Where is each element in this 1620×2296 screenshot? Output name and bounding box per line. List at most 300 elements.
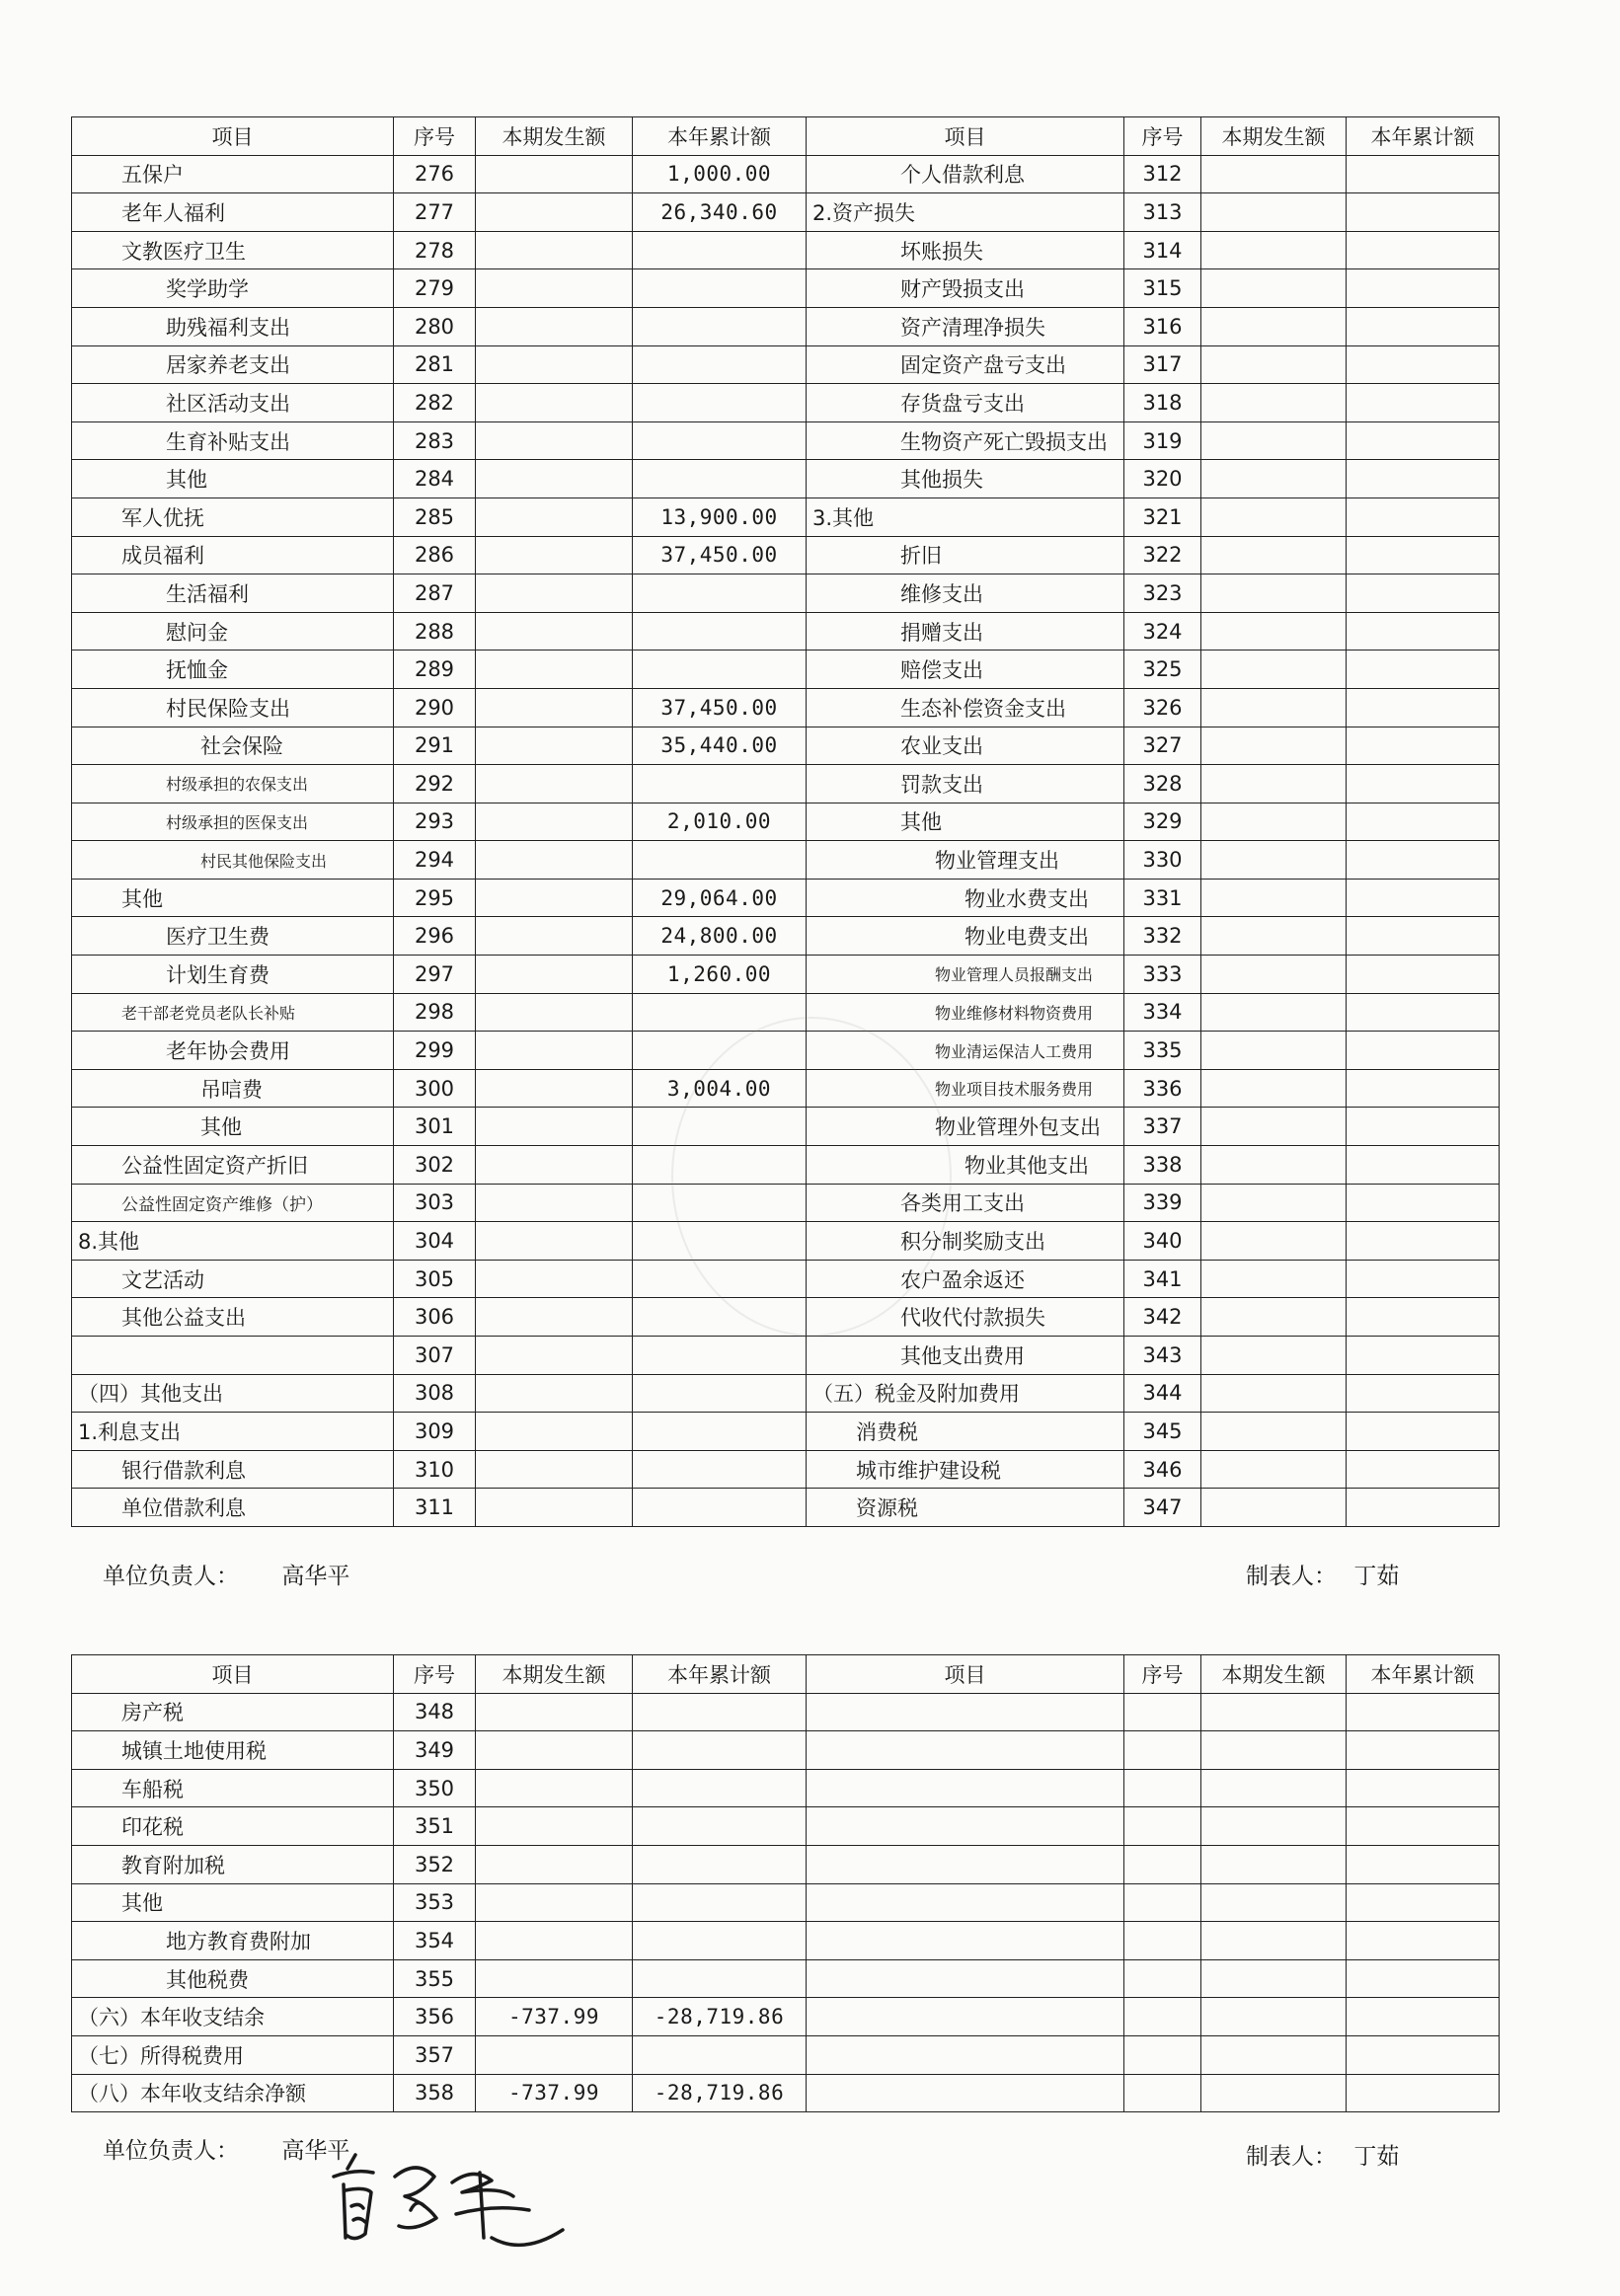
empty-cell xyxy=(1347,1769,1500,1807)
row-current-amount xyxy=(476,536,633,574)
row-item-label xyxy=(807,765,1124,804)
table-row xyxy=(72,1998,1500,2036)
row-ytd-amount-text: 1,000.00 xyxy=(666,162,772,187)
row-item-label-text: 银行借款利息 xyxy=(121,1458,246,1483)
row-number-text: 291 xyxy=(414,733,455,758)
table-row xyxy=(72,1693,1500,1731)
row-ytd-amount xyxy=(1347,1450,1500,1489)
row-item-label xyxy=(72,1807,394,1846)
row-item-label-text: 村级承担的医保支出 xyxy=(166,812,309,832)
row-ytd-amount xyxy=(633,1693,807,1731)
row-ytd-amount xyxy=(633,1413,807,1451)
row-current-amount xyxy=(1201,155,1347,193)
row-ytd-amount xyxy=(633,1489,807,1527)
row-ytd-amount xyxy=(633,1731,807,1770)
row-number xyxy=(1124,1374,1201,1413)
row-ytd-amount xyxy=(633,1222,807,1261)
row-number xyxy=(1124,1413,1201,1451)
preparer-name: 丁茹 xyxy=(1353,2144,1400,2170)
row-item-label-text: 资产清理净损失 xyxy=(900,315,1045,340)
empty-cell xyxy=(1201,2074,1347,2112)
row-item-label xyxy=(72,345,394,384)
row-item-label xyxy=(807,1298,1124,1337)
row-number xyxy=(394,231,476,269)
row-item-label-text: 3.其他 xyxy=(812,505,875,530)
row-number xyxy=(1124,536,1201,574)
row-number xyxy=(394,1883,476,1922)
table-row xyxy=(72,231,1500,269)
col-header-item: 项目 xyxy=(72,117,394,156)
row-number-text: 341 xyxy=(1142,1266,1183,1291)
row-ytd-amount xyxy=(633,917,807,956)
row-number xyxy=(1124,917,1201,956)
row-ytd-amount xyxy=(1347,1108,1500,1146)
row-number xyxy=(1124,345,1201,384)
row-item-label xyxy=(72,1731,394,1770)
empty-cell xyxy=(807,1769,1124,1807)
row-ytd-amount-text: 24,800.00 xyxy=(660,924,778,949)
row-current-amount xyxy=(476,345,633,384)
row-ytd-amount xyxy=(633,1845,807,1883)
row-ytd-amount xyxy=(1347,765,1500,804)
row-number-text: 316 xyxy=(1142,314,1183,339)
row-number xyxy=(394,1769,476,1807)
row-item-label-text: 其他 xyxy=(121,886,163,911)
row-number xyxy=(394,384,476,422)
row-ytd-amount xyxy=(1347,1374,1500,1413)
empty-cell xyxy=(1347,1959,1500,1998)
row-ytd-amount xyxy=(633,1184,807,1222)
row-ytd-amount xyxy=(1347,193,1500,232)
row-current-amount xyxy=(476,1883,633,1922)
row-ytd-amount xyxy=(1347,307,1500,345)
col-header-no: 序号 xyxy=(394,117,476,156)
row-current-amount xyxy=(1201,269,1347,308)
row-number xyxy=(1124,1260,1201,1298)
table-row xyxy=(72,1731,1500,1770)
empty-cell xyxy=(1347,2035,1500,2074)
row-ytd-amount xyxy=(1347,1489,1500,1527)
table-row xyxy=(72,1069,1500,1108)
row-current-amount xyxy=(476,1450,633,1489)
row-item-label-text: （四）其他支出 xyxy=(78,1382,223,1407)
row-number-text: 302 xyxy=(414,1152,455,1177)
row-item-label xyxy=(72,1260,394,1298)
row-current-amount xyxy=(1201,879,1347,917)
row-current-amount xyxy=(476,1146,633,1185)
empty-cell xyxy=(1124,1845,1201,1883)
empty-cell xyxy=(1124,2074,1201,2112)
row-item-label xyxy=(72,612,394,651)
row-ytd-amount xyxy=(633,688,807,727)
row-number-text: 350 xyxy=(414,1776,455,1800)
empty-cell xyxy=(807,1807,1124,1846)
table-row xyxy=(72,460,1500,498)
row-ytd-amount xyxy=(633,307,807,345)
row-number xyxy=(1124,956,1201,994)
row-current-amount xyxy=(476,1184,633,1222)
row-ytd-amount-text: 13,900.00 xyxy=(660,504,778,529)
empty-cell xyxy=(807,1731,1124,1770)
row-item-label-text: 捐赠支出 xyxy=(900,620,983,645)
row-ytd-amount xyxy=(633,345,807,384)
row-number-text: 297 xyxy=(414,961,455,986)
row-current-amount xyxy=(476,688,633,727)
row-ytd-amount xyxy=(633,1298,807,1337)
table-header-row xyxy=(72,117,1500,156)
row-number-text: 358 xyxy=(414,2081,455,2105)
row-item-label xyxy=(72,231,394,269)
row-number xyxy=(394,612,476,651)
col-header-no: 序号 xyxy=(394,1655,476,1694)
row-number-text: 298 xyxy=(414,1000,455,1025)
row-number-text: 357 xyxy=(414,2042,455,2067)
row-number-text: 312 xyxy=(1142,162,1183,187)
unit-head-name: 高华平 xyxy=(281,2138,350,2164)
row-number-text: 335 xyxy=(1142,1038,1183,1063)
row-number-text: 328 xyxy=(1142,771,1183,796)
row-current-amount xyxy=(1201,1260,1347,1298)
preparer-label: 制表人： xyxy=(1246,2144,1337,2170)
row-item-label xyxy=(807,1450,1124,1489)
empty-cell xyxy=(1347,1922,1500,1960)
row-item-label xyxy=(72,1769,394,1807)
row-item-label xyxy=(72,307,394,345)
row-item-label xyxy=(807,536,1124,574)
row-ytd-amount xyxy=(1347,269,1500,308)
row-item-label-text: 城市维护建设税 xyxy=(856,1458,1001,1483)
row-number xyxy=(394,1998,476,2036)
row-number-text: 313 xyxy=(1142,199,1183,224)
row-ytd-amount xyxy=(1347,841,1500,880)
table-row xyxy=(72,803,1500,841)
row-item-label xyxy=(72,1922,394,1960)
row-item-label xyxy=(807,651,1124,689)
row-item-label xyxy=(72,1845,394,1883)
row-number xyxy=(394,574,476,613)
empty-cell xyxy=(1124,1693,1201,1731)
row-number xyxy=(394,1922,476,1960)
row-item-label xyxy=(72,1032,394,1070)
row-number-text: 319 xyxy=(1142,428,1183,453)
row-number-text: 290 xyxy=(414,695,455,720)
empty-cell xyxy=(1124,1731,1201,1770)
row-number-text: 284 xyxy=(414,467,455,492)
row-number-text: 324 xyxy=(1142,619,1183,644)
table-row xyxy=(72,956,1500,994)
row-number xyxy=(394,460,476,498)
row-item-label-text: 折旧 xyxy=(900,544,942,569)
row-ytd-amount xyxy=(1347,879,1500,917)
row-ytd-amount xyxy=(1347,612,1500,651)
row-item-label xyxy=(72,1374,394,1413)
row-item-label xyxy=(807,1337,1124,1375)
row-current-amount xyxy=(476,841,633,880)
row-current-amount xyxy=(476,307,633,345)
table-row xyxy=(72,1883,1500,1922)
col-header-ytd: 本年累计额 xyxy=(1347,117,1500,156)
row-ytd-amount xyxy=(1347,384,1500,422)
row-current-amount-text: -737.99 xyxy=(507,2005,599,2029)
row-number xyxy=(1124,727,1201,765)
row-number xyxy=(1124,1298,1201,1337)
row-ytd-amount xyxy=(1347,1260,1500,1298)
row-item-label xyxy=(72,1337,394,1375)
row-number-text: 294 xyxy=(414,848,455,873)
row-current-amount xyxy=(476,384,633,422)
row-number xyxy=(394,421,476,460)
row-item-label xyxy=(807,155,1124,193)
row-current-amount xyxy=(1201,612,1347,651)
row-item-label-text: 村民保险支出 xyxy=(166,696,290,721)
row-current-amount xyxy=(476,2074,633,2112)
row-ytd-amount-text: 26,340.60 xyxy=(660,199,778,224)
row-ytd-amount xyxy=(1347,727,1500,765)
row-item-label-text: 村民其他保险支出 xyxy=(200,851,328,871)
table-row xyxy=(72,384,1500,422)
row-item-label-text: 维修支出 xyxy=(900,581,983,606)
row-ytd-amount-text: 1,260.00 xyxy=(666,961,772,986)
col-header-current: 本期发生额 xyxy=(476,1655,633,1694)
row-current-amount xyxy=(476,231,633,269)
row-item-label-text: 老年协会费用 xyxy=(166,1039,290,1064)
preparer-2 xyxy=(1246,2138,1399,2171)
row-item-label-text: 物业清运保洁人工费用 xyxy=(935,1041,1094,1061)
row-item-label-text: （八）本年收支结余净额 xyxy=(78,2082,306,2106)
col-header-ytd: 本年累计额 xyxy=(1347,1655,1500,1694)
table-row xyxy=(72,1108,1500,1146)
row-ytd-amount xyxy=(633,1032,807,1070)
row-current-amount xyxy=(1201,1108,1347,1146)
row-item-label-text: 1.利息支出 xyxy=(78,1419,182,1444)
row-current-amount xyxy=(476,1489,633,1527)
row-item-label xyxy=(72,1069,394,1108)
row-number xyxy=(1124,307,1201,345)
row-item-label-text: 文艺活动 xyxy=(121,1267,204,1292)
row-number xyxy=(1124,1184,1201,1222)
row-current-amount xyxy=(476,269,633,308)
row-number-text: 309 xyxy=(414,1418,455,1443)
row-item-label-text: 物业管理人员报酬支出 xyxy=(935,965,1094,985)
row-number xyxy=(394,1489,476,1527)
row-number-text: 288 xyxy=(414,619,455,644)
row-current-amount xyxy=(1201,384,1347,422)
row-item-label-text: 助残福利支出 xyxy=(166,315,290,340)
row-number xyxy=(394,536,476,574)
row-item-label xyxy=(72,193,394,232)
row-item-label xyxy=(72,536,394,574)
row-item-label xyxy=(807,1222,1124,1261)
row-item-label-text: 车船税 xyxy=(121,1777,184,1801)
row-item-label-text: 生物资产死亡毁损支出 xyxy=(900,429,1108,454)
row-current-amount xyxy=(476,1222,633,1261)
empty-cell xyxy=(1201,1769,1347,1807)
col-header-item: 项目 xyxy=(807,1655,1124,1694)
row-item-label-text: 物业管理支出 xyxy=(935,849,1059,874)
row-number-text: 325 xyxy=(1142,657,1183,682)
col-header-no: 序号 xyxy=(1124,1655,1201,1694)
row-number xyxy=(394,1337,476,1375)
row-item-label xyxy=(72,460,394,498)
preparer-label: 制表人： xyxy=(1246,1564,1337,1589)
row-ytd-amount xyxy=(1347,917,1500,956)
table-header-row xyxy=(72,1655,1500,1694)
row-item-label xyxy=(807,917,1124,956)
row-number-text: 310 xyxy=(414,1457,455,1482)
row-item-label-text: 公益性固定资产折旧 xyxy=(121,1153,308,1178)
row-item-label xyxy=(807,993,1124,1032)
table-row xyxy=(72,2035,1500,2074)
row-number xyxy=(1124,497,1201,536)
row-item-label xyxy=(72,155,394,193)
row-item-label xyxy=(807,1489,1124,1527)
row-item-label xyxy=(72,384,394,422)
table-row xyxy=(72,1146,1500,1185)
table-row xyxy=(72,1260,1500,1298)
row-number xyxy=(1124,993,1201,1032)
row-ytd-amount xyxy=(633,2035,807,2074)
row-current-amount xyxy=(1201,917,1347,956)
row-number-text: 299 xyxy=(414,1038,455,1063)
row-current-amount xyxy=(476,765,633,804)
table-row xyxy=(72,574,1500,613)
row-number xyxy=(1124,421,1201,460)
row-ytd-amount xyxy=(633,1374,807,1413)
row-number-text: 280 xyxy=(414,314,455,339)
row-item-label-text: 物业水费支出 xyxy=(964,886,1089,911)
row-number-text: 276 xyxy=(414,162,455,187)
row-item-label xyxy=(72,1184,394,1222)
row-number xyxy=(1124,1222,1201,1261)
row-current-amount xyxy=(476,193,633,232)
row-number xyxy=(1124,765,1201,804)
row-number-text: 332 xyxy=(1142,924,1183,949)
row-ytd-amount xyxy=(1347,460,1500,498)
row-item-label xyxy=(72,1489,394,1527)
row-item-label xyxy=(72,1298,394,1337)
table-row xyxy=(72,1032,1500,1070)
row-ytd-amount xyxy=(633,841,807,880)
handwritten-signature xyxy=(326,2147,582,2265)
row-number xyxy=(394,765,476,804)
table-row xyxy=(72,688,1500,727)
row-current-amount xyxy=(1201,193,1347,232)
row-item-label-text: 物业其他支出 xyxy=(964,1153,1089,1178)
row-number xyxy=(394,727,476,765)
row-item-label xyxy=(72,1108,394,1146)
row-item-label xyxy=(72,803,394,841)
row-item-label xyxy=(72,1146,394,1185)
row-current-amount xyxy=(476,1998,633,2036)
row-item-label xyxy=(72,1883,394,1922)
empty-cell xyxy=(1201,1883,1347,1922)
row-item-label-text: 坏账损失 xyxy=(900,239,983,264)
row-item-label xyxy=(72,269,394,308)
row-number-text: 281 xyxy=(414,352,455,377)
row-item-label xyxy=(807,1108,1124,1146)
row-number-text: 355 xyxy=(414,1966,455,1991)
empty-cell xyxy=(1201,1807,1347,1846)
row-number-text: 296 xyxy=(414,924,455,949)
row-number-text: 317 xyxy=(1142,352,1183,377)
row-current-amount xyxy=(476,1069,633,1108)
row-ytd-amount-text: 35,440.00 xyxy=(660,733,778,758)
row-item-label-text: 居家养老支出 xyxy=(166,353,290,378)
empty-cell xyxy=(807,2074,1124,2112)
row-number-text: 323 xyxy=(1142,580,1183,605)
row-current-amount xyxy=(1201,1069,1347,1108)
row-number xyxy=(394,155,476,193)
row-ytd-amount xyxy=(1347,1069,1500,1108)
row-number xyxy=(1124,651,1201,689)
table-row xyxy=(72,345,1500,384)
row-number-text: 331 xyxy=(1142,885,1183,910)
row-number-text: 286 xyxy=(414,543,455,568)
row-number xyxy=(394,1146,476,1185)
row-current-amount xyxy=(1201,803,1347,841)
row-ytd-amount xyxy=(633,536,807,574)
row-number-text: 329 xyxy=(1142,809,1183,834)
unit-head-1 xyxy=(103,1558,349,1590)
row-number xyxy=(1124,574,1201,613)
row-number-text: 344 xyxy=(1142,1381,1183,1406)
empty-cell xyxy=(807,1998,1124,2036)
row-number xyxy=(394,688,476,727)
row-current-amount xyxy=(1201,1450,1347,1489)
row-item-label-text: 城镇土地使用税 xyxy=(121,1738,267,1763)
row-item-label xyxy=(72,993,394,1032)
row-number-text: 342 xyxy=(1142,1305,1183,1330)
row-number-text: 352 xyxy=(414,1852,455,1876)
table-row xyxy=(72,727,1500,765)
row-ytd-amount xyxy=(633,651,807,689)
row-ytd-amount-text: 29,064.00 xyxy=(660,885,778,910)
row-item-label xyxy=(72,727,394,765)
row-item-label-text: 地方教育费附加 xyxy=(166,1929,311,1953)
row-number xyxy=(1124,155,1201,193)
col-header-no: 序号 xyxy=(1124,117,1201,156)
row-number-text: 340 xyxy=(1142,1229,1183,1254)
row-item-label-text: （六）本年收支结余 xyxy=(78,2006,265,2030)
row-item-label xyxy=(72,879,394,917)
row-current-amount xyxy=(1201,956,1347,994)
table-row xyxy=(72,879,1500,917)
row-number-text: 337 xyxy=(1142,1114,1183,1139)
row-number xyxy=(1124,612,1201,651)
row-current-amount xyxy=(476,1959,633,1998)
row-item-label-text: 物业管理外包支出 xyxy=(935,1115,1101,1140)
row-item-label-text: 生活福利 xyxy=(166,581,249,606)
row-current-amount xyxy=(476,1845,633,1883)
row-number xyxy=(394,1693,476,1731)
table-row xyxy=(72,1922,1500,1960)
row-number xyxy=(394,956,476,994)
row-ytd-amount xyxy=(1347,956,1500,994)
row-item-label xyxy=(72,651,394,689)
row-item-label-text: 个人借款利息 xyxy=(900,163,1025,188)
row-ytd-amount xyxy=(633,269,807,308)
row-current-amount xyxy=(1201,460,1347,498)
row-number xyxy=(394,1260,476,1298)
row-number-text: 304 xyxy=(414,1229,455,1254)
row-number xyxy=(394,993,476,1032)
row-current-amount xyxy=(1201,536,1347,574)
row-item-label-text: 赔偿支出 xyxy=(900,658,983,683)
row-number-text: 348 xyxy=(414,1700,455,1724)
row-ytd-amount xyxy=(1347,688,1500,727)
row-current-amount xyxy=(1201,574,1347,613)
row-number-text: 330 xyxy=(1142,848,1183,873)
